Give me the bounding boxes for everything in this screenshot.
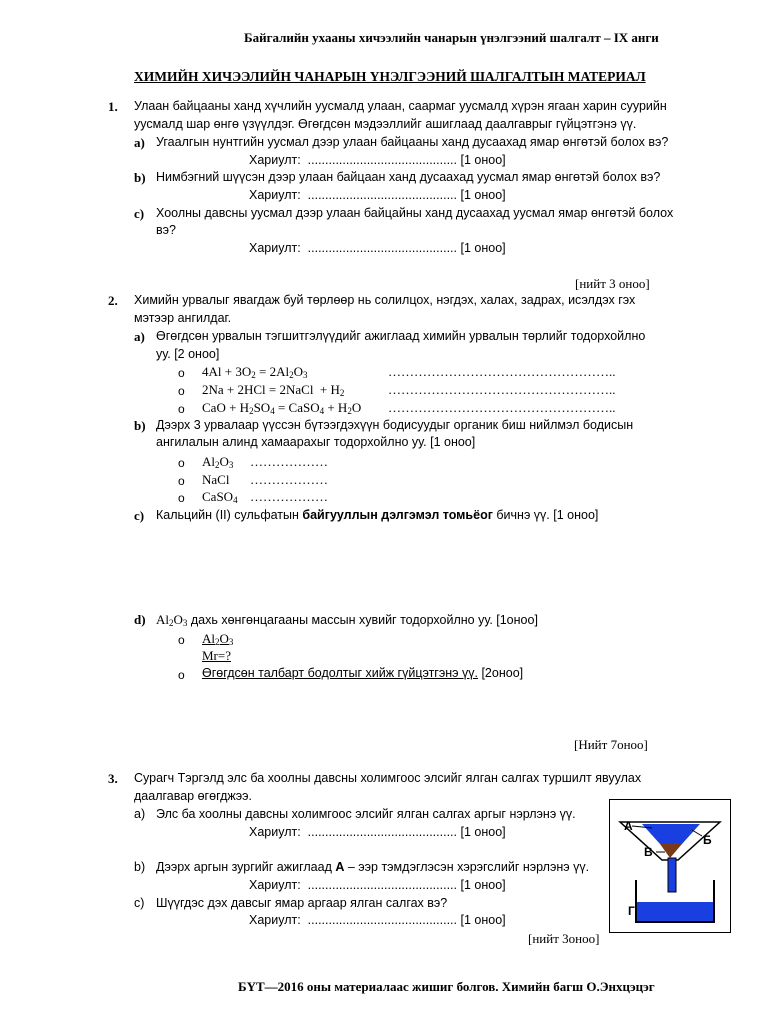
- answer-points: [1 оноо]: [460, 241, 506, 255]
- bullet-icon: o: [178, 668, 185, 682]
- q1-text-line2: уусмалд шар өнгө үзүүлдэг. Өгөгдсөн мэдээллийг ашиглаад даалгаврыг гүйцэтгэнэ үү.: [134, 117, 637, 131]
- answer-points: [1 оноо]: [460, 913, 506, 927]
- funnel-stem: [668, 858, 676, 892]
- q3-text-line2: даалгавар өгөгджээ.: [134, 789, 252, 803]
- bullet-icon: o: [178, 474, 185, 488]
- label-v: В: [644, 845, 653, 859]
- answer-points: [1 оноо]: [460, 188, 506, 202]
- q3-c-text: Шүүгдэс дэх давсыг ямар аргаар ялган салгах вэ?: [156, 896, 448, 910]
- page-header: Байгалийн ухааны хичээлийн чанарын үнэлгээний шалгалт – IX анги: [244, 30, 659, 45]
- q2-c-text: [156, 508, 598, 522]
- q1-number: 1.: [108, 99, 118, 114]
- q1-b-answer: [249, 188, 506, 202]
- compound-nacl-blank[interactable]: ………………: [250, 472, 328, 487]
- q2-b-label: b): [134, 418, 146, 433]
- answer-blank[interactable]: ...........................................: [307, 188, 457, 202]
- answer-label: Хариулт:: [249, 878, 301, 892]
- q2-text-line2: мэтээр ангилдаг.: [134, 311, 232, 325]
- q3-b-label: b): [134, 860, 146, 874]
- q1-a-text: Угаалгын нунтгийн уусмал дээр улаан байцааны ханд дусаахад ямар өнгөтэй болох вэ?: [156, 135, 669, 149]
- bullet-icon: o: [178, 491, 185, 505]
- bullet-icon: o: [178, 402, 185, 416]
- filtrate-liquid: [637, 902, 713, 921]
- q2-b-text-line1: Дээрх 3 урвалаар үүссэн бүтээгдэхүүн бодисуудыг органик биш нийлмэл бодисын: [156, 418, 634, 432]
- label-g: Г: [628, 904, 635, 918]
- q2-total: [Нийт 7оноо]: [574, 737, 648, 752]
- q1-c-answer: [249, 241, 506, 255]
- q3-b-text-post: – ээр тэмдэглэсэн хэрэгслийг нэрлэнэ үү.: [344, 860, 590, 874]
- answer-blank[interactable]: ...........................................: [307, 825, 457, 839]
- filtration-figure: [609, 799, 731, 933]
- bullet-icon: o: [178, 456, 185, 470]
- q2-d-task-points: [2оноо]: [477, 666, 524, 680]
- q2-d-label: d): [134, 612, 146, 627]
- answer-label: Хариулт:: [249, 188, 301, 202]
- compound-caso4-blank[interactable]: ………………: [250, 489, 328, 504]
- answer-points: [1 оноо]: [460, 153, 506, 167]
- q1-c-label: c): [134, 206, 145, 221]
- q2-c-text-post: бичнэ үү. [1 оноо]: [492, 508, 599, 522]
- q3-a-label: a): [134, 807, 146, 821]
- q3-text-line1: Сурагч Тэргэлд элс ба хоолны давсны холимгоос элсийг ялган салгах туршилт явуулах: [134, 771, 642, 785]
- compound-al2o3: $Al_2O_3$: [202, 454, 234, 470]
- bullet-icon: o: [178, 633, 185, 647]
- q2-text-line1: Химийн урвалыг явагдаж буй төрлөөр нь солилцох, нэгдэх, халах, задрах, исэлдэх гэх: [134, 293, 636, 307]
- q2-c-text-bold: байгууллын дэлгэмэл томьёог: [302, 508, 493, 522]
- answer-blank[interactable]: ...........................................: [307, 878, 457, 892]
- answer-label: Хариулт:: [249, 825, 301, 839]
- filtration-diagram: [610, 800, 730, 932]
- compound-caso4: CaSO$_4$: [202, 489, 238, 505]
- q3-b-text-bold: А: [335, 860, 345, 874]
- q2-a-text-line2: уу. [2 оноо]: [156, 347, 220, 361]
- equation-2-blank[interactable]: ……………………………………………..: [388, 382, 616, 397]
- equation-1: $4Al + 3O_2 = 2Al_2O_3$: [202, 364, 308, 380]
- compound-nacl: NaCl: [202, 472, 230, 487]
- q2-d-formula-underlined: $Al_2O_3$: [202, 631, 234, 647]
- q1-total: [нийт 3 оноо]: [575, 276, 650, 291]
- answer-blank[interactable]: ...........................................: [307, 153, 457, 167]
- q2-number: 2.: [108, 293, 118, 308]
- q2-d-task: [202, 666, 523, 680]
- answer-label: Хариулт:: [249, 153, 301, 167]
- answer-points: [1 оноо]: [460, 878, 506, 892]
- bullet-icon: o: [178, 366, 185, 380]
- q1-a-label: a): [134, 135, 145, 150]
- q1-text-line1: Улаан байцааны ханд хүчлийн уусмалд улаан, саармаг уусмалд хүрэн ягаан харин суурийн: [134, 99, 667, 113]
- bullet-icon: o: [178, 384, 185, 398]
- q1-c-text-line1: Хоолны давсны уусмал дээр улаан байцайны ханд дусаахад уусмал ямар өнгөтэй болох: [156, 206, 674, 220]
- equation-1-blank[interactable]: ……………………………………………..: [388, 364, 616, 379]
- q3-a-answer: [249, 825, 506, 839]
- q2-d-mr: Mr=?: [202, 648, 231, 663]
- equation-2: 2Na + 2HCl = 2NaCl + $H_2$: [202, 382, 345, 398]
- q2-d-text: [156, 612, 538, 628]
- answer-blank[interactable]: ...........................................: [307, 241, 457, 255]
- answer-points: [1 оноо]: [460, 825, 506, 839]
- q1-a-answer: [249, 153, 506, 167]
- q2-a-text-line1: Өгөгдсөн урвалын тэгшитгэлүүдийг ажиглаад химийн урвалын төрлийг тодорхойлно: [156, 329, 646, 343]
- document-title: ХИМИЙН ХИЧЭЭЛИЙН ЧАНАРЫН ҮНЭЛГЭЭНИЙ ШАЛГАЛТЫН МАТЕРИАЛ: [134, 69, 646, 84]
- compound-al2o3-blank[interactable]: ………………: [250, 454, 328, 469]
- q2-c-label: c): [134, 508, 145, 523]
- q3-number: 3.: [108, 771, 118, 786]
- answer-label: Хариулт:: [249, 913, 301, 927]
- q3-total: [нийт 3оноо]: [528, 931, 600, 946]
- q3-a-text: Элс ба хоолны давсны холимгоос элсийг ялган салгах аргыг нэрлэнэ үү.: [156, 807, 576, 821]
- q2-b-text-line2: ангилалын алинд хамаарахыг тодорхойлно уу. [1 оноо]: [156, 435, 476, 449]
- q1-b-text: Нимбэгний шүүсэн дээр улаан байцаан ханд дусаахад уусмал ямар өнгөтэй болох вэ?: [156, 170, 661, 184]
- q3-b-answer: [249, 878, 506, 892]
- q3-b-text-pre: Дээрх аргын зургийг ажиглаад: [156, 860, 336, 874]
- q3-c-label: c): [134, 896, 145, 910]
- answer-label: Хариулт:: [249, 241, 301, 255]
- q2-d-formula: $Al_2O_3$: [156, 612, 188, 628]
- q3-b-text: [156, 860, 589, 874]
- q2-a-label: a): [134, 329, 145, 344]
- equation-3: CaO + $H_2SO_4$ = CaSO$_4$ + $H_2O$: [202, 400, 362, 416]
- q2-d-text-body: дахь хөнгөнцагааны массын хувийг тодорхойлно уу. [1оноо]: [190, 613, 538, 627]
- label-a: А: [624, 819, 633, 833]
- q3-c-answer: [249, 913, 506, 927]
- answer-blank[interactable]: ...........................................: [307, 913, 457, 927]
- label-b: Б: [703, 833, 712, 847]
- q2-c-text-pre: Кальцийн (II) сульфатын: [156, 508, 303, 522]
- page-footer: БҮТ—2016 оны материалаас жишиг болгов. Химийн багш О.Энхцэцэг: [238, 979, 655, 994]
- q1-b-label: b): [134, 170, 146, 185]
- equation-3-blank[interactable]: ……………………………………………..: [388, 400, 616, 415]
- q2-d-task-text: Өгөгдсөн талбарт бодолтыг хийж гүйцэтгэнэ үү.: [202, 666, 478, 680]
- q1-c-text-line2: вэ?: [156, 223, 176, 237]
